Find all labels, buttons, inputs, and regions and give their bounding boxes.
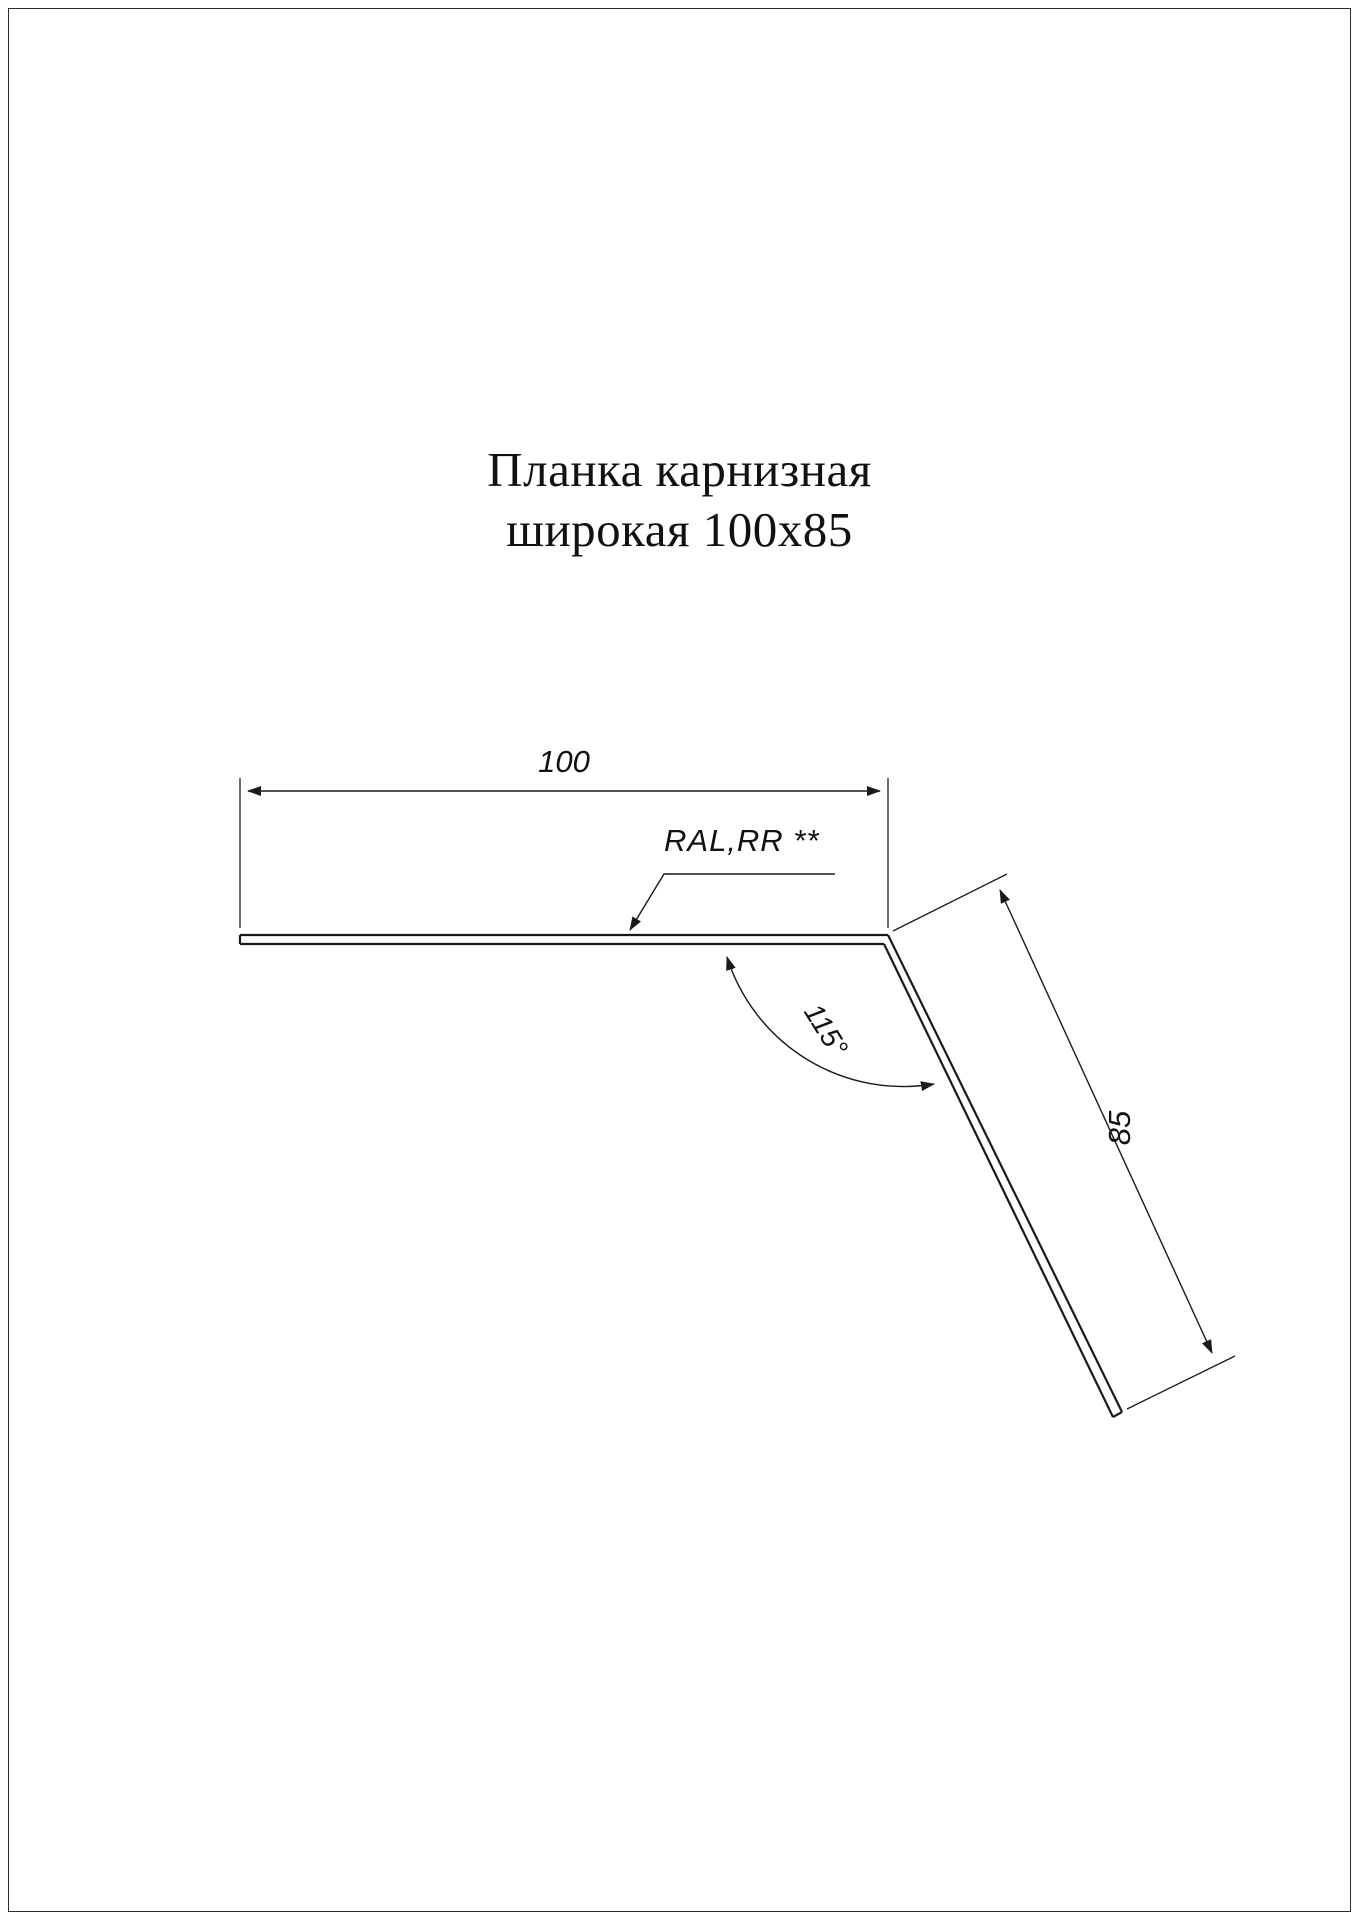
angle-115-label: 115°	[798, 998, 854, 1062]
coating-callout	[630, 823, 835, 930]
title-line-1: Планка карнизная	[487, 442, 872, 497]
angle-115	[727, 957, 934, 1087]
title-line-2: широкая 100x85	[506, 501, 853, 557]
dimension-85-label: 85	[1102, 1110, 1137, 1146]
part-outline	[240, 935, 1122, 1417]
dimension-85	[893, 874, 1235, 1409]
coating-label: RAL,RR **	[664, 823, 820, 858]
dimension-100-label: 100	[538, 744, 590, 779]
